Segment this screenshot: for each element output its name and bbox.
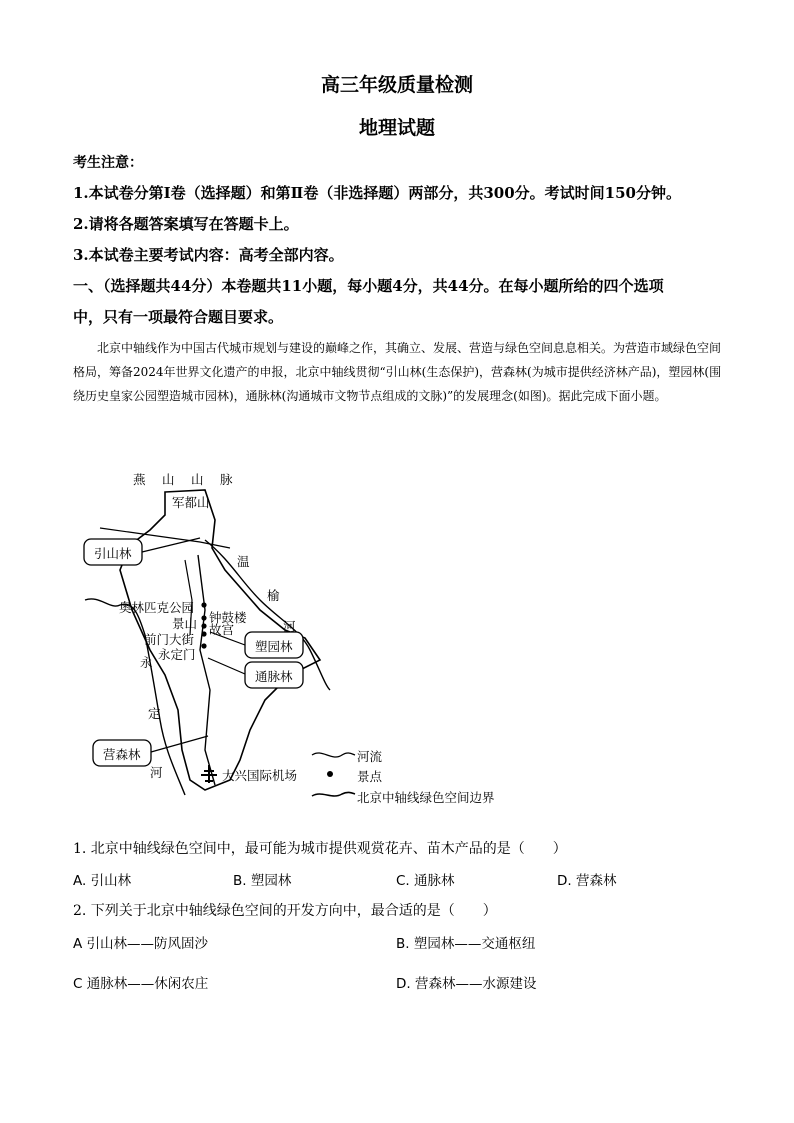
notice-item-3: 3.本试卷主要考试内容：高考全部内容。 [73,246,344,264]
pointer-yinshan [142,538,200,552]
map-label-yu: 榆 [267,588,280,603]
box-yingsen-label: 营森林 [103,747,141,762]
section-instruction-line2: 中，只有一项最符合题目要求。 [73,308,284,326]
question-2-option-b[interactable]: B. 塑园林——交通枢纽 [396,936,536,952]
question-1-option-b[interactable]: B. 塑园林 [233,873,292,889]
question-1-option-c[interactable]: C. 通脉林 [396,873,455,889]
exam-subtitle: 地理试题 [358,117,435,139]
map-label-yong: 永 [140,655,153,670]
question-2-option-d[interactable]: D. 营森林——水源建设 [396,976,537,992]
legend-river-label: 河流 [357,749,383,764]
map-label-he-west: 河 [150,765,163,780]
axis-corridor-line [198,555,215,785]
map-label-bell-tower: 钟鼓楼 [209,610,247,625]
spot-bell-tower [201,615,206,620]
exam-title: 高三年级质量检测 [320,74,473,96]
map-label-ding: 定 [148,706,161,721]
question-1-option-d[interactable]: D. 营森林 [557,873,617,889]
spot-palace [201,631,206,636]
pointer-tongmai [208,658,245,674]
spot-jingshan [201,623,206,628]
map-label-jingshan: 景山 [172,616,198,631]
map-label-olympic-park: 奥林匹克公园 [119,600,195,615]
question-1-option-a[interactable]: A. 引山林 [73,873,132,889]
legend-boundary-symbol [312,792,355,796]
notice-item-1: 1.本试卷分第Ⅰ卷（选择题）和第Ⅱ卷（非选择题）两部分，共300分。考试时间150分钟。 [73,184,681,202]
question-2-option-a[interactable]: A 引山林——防风固沙 [73,936,209,952]
reading-passage: 北京中轴线作为中国古代城市规划与建设的巅峰之作，其确立、发展、营造与绿色空间息息相关。为营造市域绿色空间格局，筹备2024年世界文化遗产的申报，北京中轴线贯彻“引山林(生态保护)，营森林(为城市提供经济林产品)，塑园林(围绕历史皇家公园塑造城市园林)，通脉林(沟通城市文物节点组成的文脉)”的发展理念(如图)。据此完成下面小题。 [73,341,722,403]
question-2-stem: 2. 下列关于北京中轴线绿色空间的开发方向中，最合适的是（ ） [73,903,497,919]
question-2-option-c[interactable]: C 通脉林——休闲农庄 [73,976,209,992]
map-label-yongdingmen: 永定门 [158,647,196,662]
notice-heading: 考生注意： [73,155,143,171]
legend-boundary-label: 北京中轴线绿色空间边界 [357,790,495,805]
map-label-airport: 大兴国际机场 [222,768,298,783]
map-label-palace: 故宫 [209,622,235,637]
notice-item-2: 2.请将各题答案填写在答题卡上。 [73,215,299,233]
legend-spot-symbol [327,771,333,777]
spot-qianmen [201,643,206,648]
map-label-jundushan: 军都山 [172,495,210,510]
map-label-qianmen: 前门大街 [144,632,195,647]
box-tongmai-label: 通脉林 [255,669,293,684]
legend-spot-label: 景点 [357,769,383,784]
pointer-yingsen [151,736,208,752]
legend-river-symbol [312,753,355,757]
spot-olympic-park [201,602,206,607]
box-suyuan-label: 塑园林 [255,639,293,654]
section-instruction-line1: 一、（选择题共44分）本卷题共11小题，每小题4分，共44分。在每小题所给的四个选项 [73,277,664,295]
box-yinshan-label: 引山林 [94,546,132,561]
map-label-he-east: 河 [283,619,296,634]
airport-icon [201,765,217,783]
question-1-stem: 1. 北京中轴线绿色空间中，最可能为城市提供观赏花卉、苗木产品的是（ ） [73,841,567,857]
map-label-wen: 温 [237,554,250,569]
map-label-yanshan: 燕 山 山 脉 [133,472,235,487]
